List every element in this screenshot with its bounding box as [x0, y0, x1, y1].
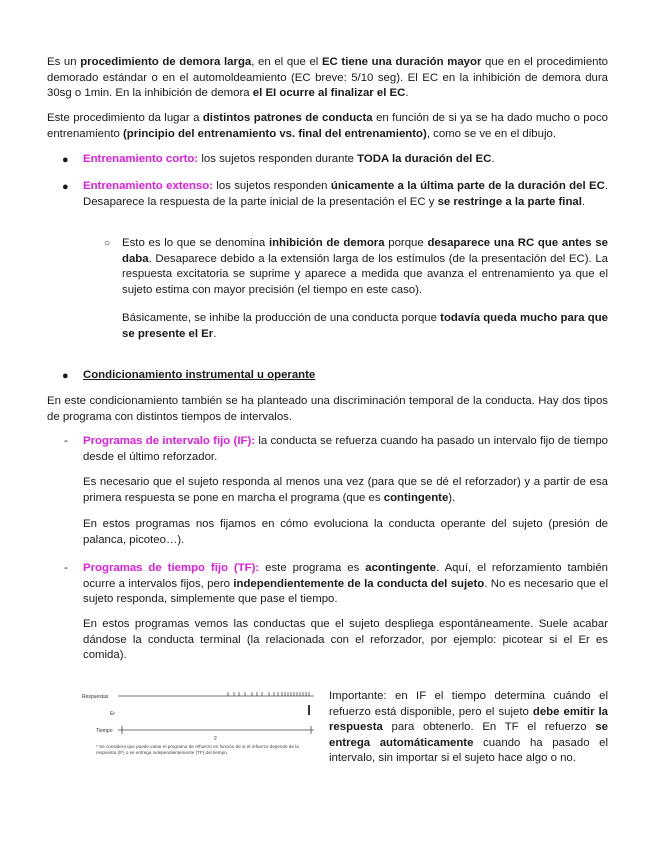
reinforcer-mark [308, 705, 310, 715]
timeline-diagram [82, 688, 322, 768]
delay-inhibition-paragraph: Esto es lo que se denomina inhibición de demora porque desaparece una RC que antes se daba. Desaparece debido a la extensión larga de los estímulos (de la presentación del EC). La respuesta excitatoria se suprime y aparece a medida que avanza el entrenamiento ya que el sujeto estima con mayor precisión (el tiempo en este caso). [122, 237, 608, 296]
timeline-figure [82, 688, 322, 768]
tf-spontaneous-paragraph: En estos programas vemos las conductas que el sujeto despliega espontáneamente. Suele acabar dándose la conducta terminal (la relacionada con el reforzador, por ejemplo: picotear si el Er es comida). [83, 618, 608, 661]
responses-row-label: Respuestas [82, 694, 109, 700]
bullet-marker: ● [62, 154, 69, 166]
important-note: Importante: en IF el tiempo determina cuándo el refuerzo está disponible, pero el sujeto debe emitir la respuesta para obtenerlo. En TF el refuerzo se entrega automáticamente cuando ha pasado el intervalo, sin importar si el sujeto hace algo o no. [329, 690, 609, 764]
bullet-marker: ● [62, 370, 69, 382]
procedure-paragraph: Este procedimiento da lugar a distintos patrones de conducta en función de si ya se ha dado mucho o poco entrenamiento (principio del entrenamiento vs. final del entrenamiento), como se ve en el dibujo. [47, 112, 609, 140]
reinforcer-row-label: Er [110, 711, 115, 717]
basically-paragraph: Básicamente, se inhibe la producción de una conducta porque todavía queda mucho para que se presente el Er. [122, 312, 608, 340]
response-ticks [228, 692, 309, 696]
if-program-paragraph: Programas de intervalo fijo (IF): la conducta se refuerza cuando ha pasado un intervalo fijo de tiempo desde el último reforzador. [83, 435, 608, 463]
dash-marker: - [64, 435, 68, 447]
if-observation-paragraph: En estos programas nos fijamos en cómo evoluciona la conducta operante del sujeto (presión de palanca, picoteo…). [83, 518, 608, 546]
figure-caption: * Se considera que puede variar el programa de refuerzo en función de si el refuerzo depende de la respuesta (IF) o se entrega independientemente (TF) del tiempo. [96, 744, 299, 755]
bullet-short-training: Entrenamiento corto: los sujetos responden durante TODA la duración del EC. [83, 153, 495, 165]
bullet-extended-training: Entrenamiento extenso: los sujetos responden únicamente a la última parte de la duración del EC. Desaparece la respuesta de la parte inicial de la presentación el EC y se restringe a la parte final. [83, 180, 608, 208]
section-heading: Condicionamiento instrumental u operante [83, 369, 316, 381]
bullet-marker: ● [62, 181, 69, 193]
intro-paragraph: Es un procedimiento de demora larga, en el que el EC tiene una duración mayor que en el procedimiento demorado estándar o en el automoldeamiento (EC breve: 5/10 seg). El EC en la inhibición de demora dura 30sg o 1min. En la inhibición de demora el EI ocurre al finalizar el EC. [47, 56, 608, 99]
dash-marker: - [64, 562, 68, 574]
sub-bullet-marker: ○ [104, 238, 111, 249]
time-row-label: Tiempo [96, 728, 113, 734]
time-tick-label: 2 [214, 736, 217, 742]
instrumental-paragraph: En este condicionamiento también se ha planteado una discriminación temporal de la conducta. Hay dos tipos de programa con distintos tiempos de intervalos. [47, 395, 608, 423]
tf-program-paragraph: Programas de tiempo fijo (TF): este programa es acontingente. Aquí, el reforzamiento también ocurre a intervalos fijos, pero independientemente de la conducta del sujeto. No es necesario que el sujeto responda, simplemente que pase el tiempo. [83, 562, 608, 605]
if-contingent-paragraph: Es necesario que el sujeto responda al menos una vez (para que se dé el reforzador) y a partir de esa primera respuesta se pone en marcha el programa (que es contingente). [83, 476, 608, 504]
